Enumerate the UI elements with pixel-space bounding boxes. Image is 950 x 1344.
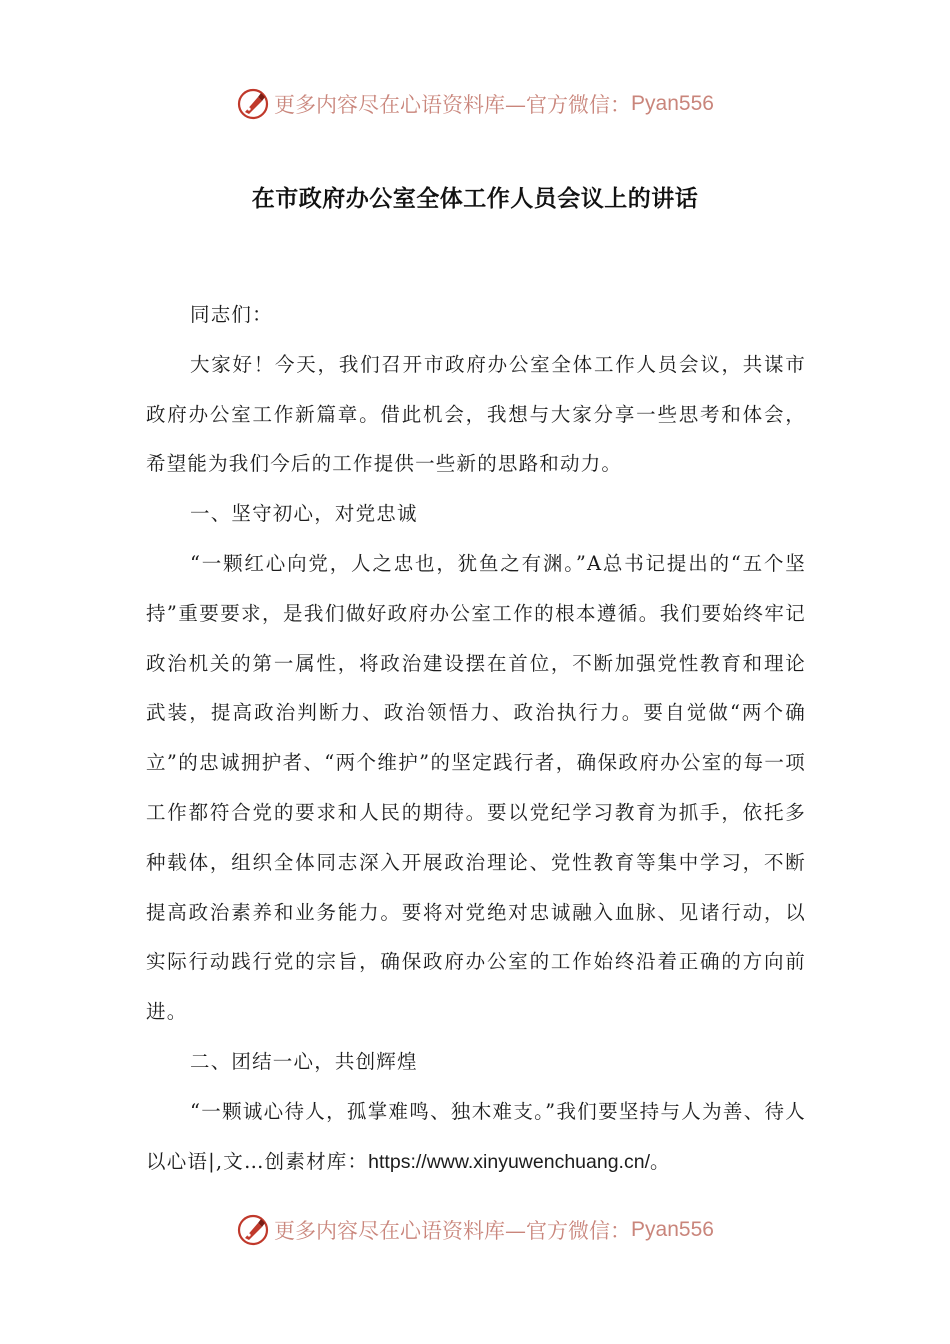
document-body: [146, 290, 806, 1187]
footer-banner: [0, 1210, 950, 1250]
pen-nib-logo-icon: [236, 87, 270, 121]
paragraph-section-2-text: “一颗诚心待人，孤掌难鸣、独木难支。”我们要坚持与人为善、待人以心语|,文…创素材库：: [146, 1099, 806, 1173]
footer-wechat-id: Pyan556: [631, 1218, 714, 1241]
footer-banner-text: 更多内容尽在心语资料库—官方微信：: [274, 1219, 632, 1243]
section-heading-1: 一、坚守初心，对党忠诚: [190, 502, 418, 526]
paragraph-section-2-end: 。: [650, 1149, 671, 1173]
salutation: 同志们：: [190, 303, 273, 326]
header-wechat-id: Pyan556: [631, 92, 714, 115]
resource-url-link[interactable]: https://www.xinyuwenchuang.cn/: [368, 1150, 650, 1173]
document-title: 在市政府办公室全体工作人员会议上的讲话: [251, 186, 699, 212]
paragraph-section-2: [146, 1087, 806, 1188]
paragraph-intro: 大家好！今天，我们召开市政府办公室全体工作人员会议，共谋市政府办公室工作新篇章。借此机会，我想与大家分享一些思考和体会，希望能为我们今后的工作提供一些新的思路和动力。: [146, 352, 806, 476]
paragraph-section-1: “一颗红心向党，人之忠也，犹鱼之有渊。”A总书记提出的“五个坚持”重要要求，是我们做好政府办公室工作的根本遵循。我们要始终牢记政治机关的第一属性，将政治建设摆在首位，不断加强党性教育和理论武装，提高政治判断力、政治领悟力、政治执行力。要自觉做“两个确立”的忠诚拥护者、“两个维护”的坚定践行者，确保政府办公室的每一项工作都符合党的要求和人民的期待。要以党纪学习教育为抓手，依托多种载体，组织全体同志深入开展政治理论、党性教育等集中学习，不断提高政治素养和业务能力。要将对党绝对忠诚融入血脉、见诸行动，以实际行动践行党的宗旨，确保政府办公室的工作始终沿着正确的方向前进。: [146, 551, 806, 1024]
pen-nib-logo-icon: [236, 1213, 270, 1247]
header-banner-text: 更多内容尽在心语资料库—官方微信：: [274, 93, 632, 117]
section-heading-2: 二、团结一心，共创辉煌: [190, 1049, 418, 1073]
header-banner: [0, 84, 950, 124]
